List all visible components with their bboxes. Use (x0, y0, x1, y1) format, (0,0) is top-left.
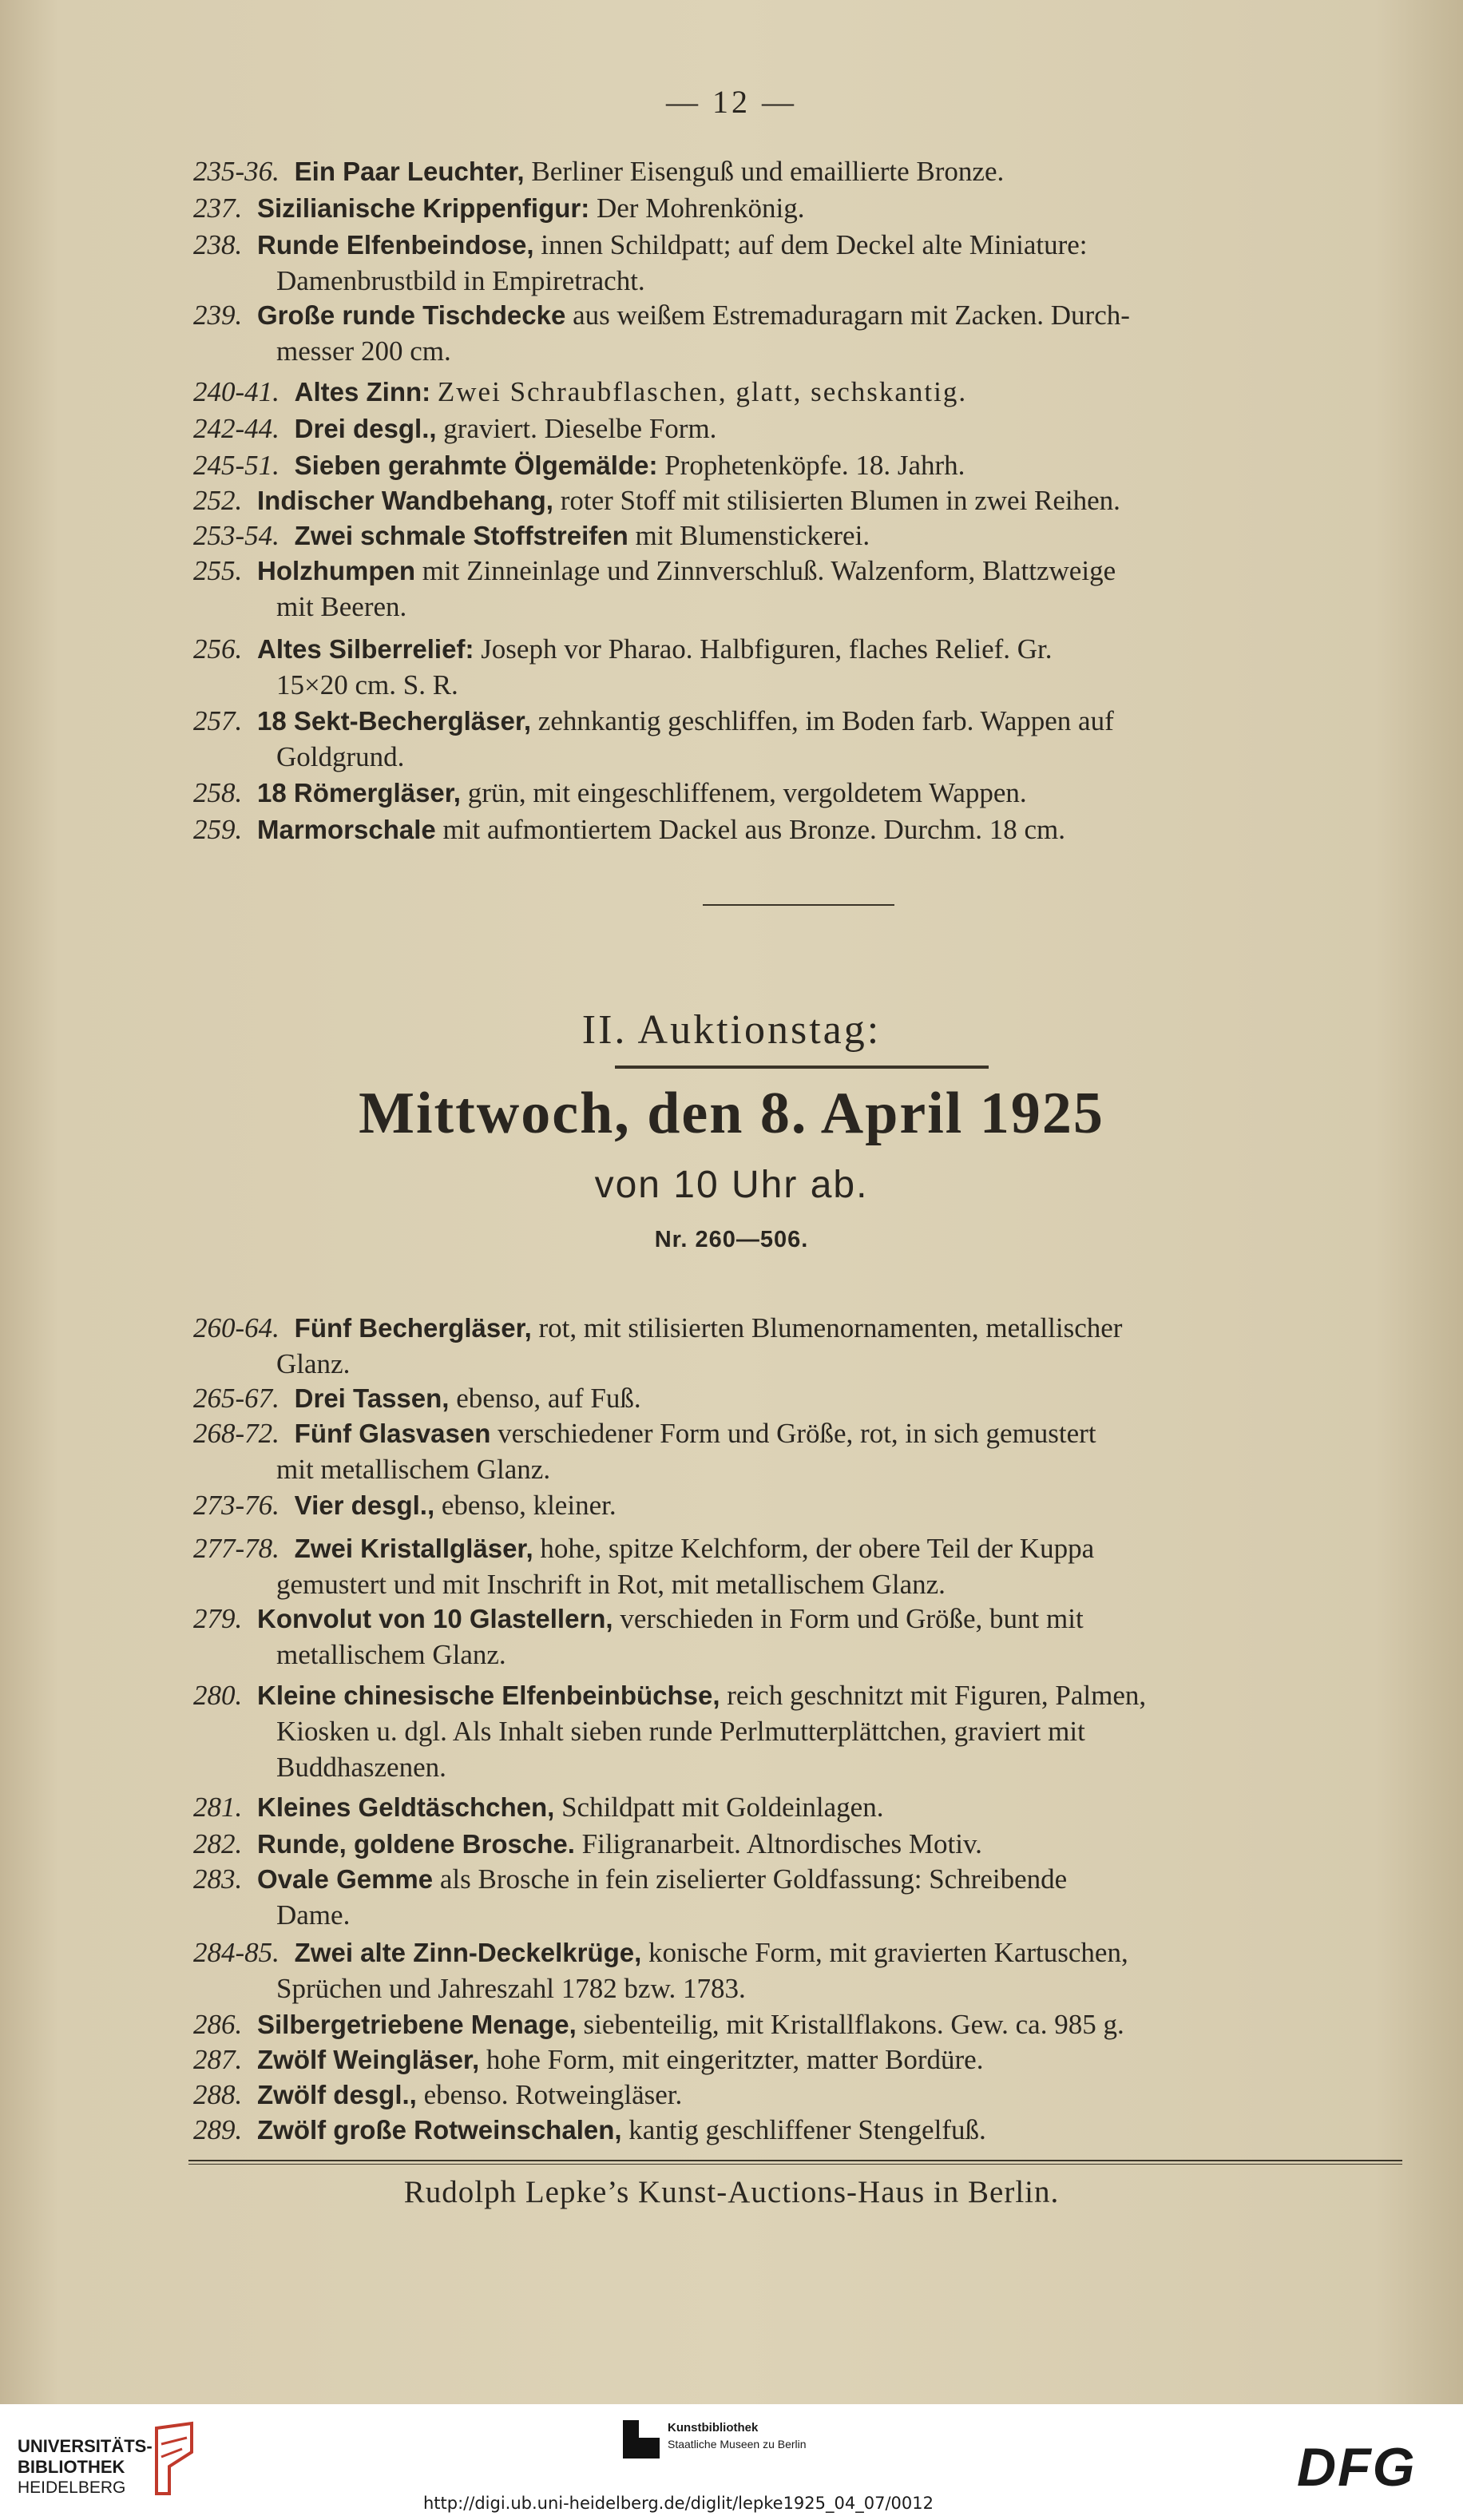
list-item (193, 812, 1409, 847)
logo-line: HEIDELBERG (18, 2478, 126, 2497)
list-item (193, 1310, 1409, 1382)
lot-description: kantig geschliffener Stengelfuß. (628, 2114, 986, 2145)
list-item (193, 631, 1409, 703)
lot-number: 282. (193, 1828, 243, 1859)
lot-number: 240-41. (193, 376, 280, 407)
lot-number: 287. (193, 2044, 243, 2075)
lot-description: mit Zinneinlage und Zinnverschluß. Walzenform, Blattzweige (422, 555, 1116, 586)
footer-rule (188, 2160, 1402, 2161)
publisher-footer: Rudolph Lepke’s Kunst-Auctions-Haus in Berlin. (403, 2175, 1060, 2209)
lot-number: 245-51. (193, 450, 280, 481)
lot-title: Sizilianische Krippenfigur: (257, 193, 590, 223)
list-item (193, 1530, 1409, 1602)
list-item (193, 411, 1409, 446)
lot-description-cont: mit metallischem Glanz. (276, 1454, 551, 1485)
list-item (193, 447, 1409, 483)
auction-date: Mittwoch, den 8. April 1925 (359, 1081, 1104, 1146)
lot-title: Zwei schmale Stoffstreifen (294, 521, 628, 550)
lot-description-cont: gemustert und mit Inschrift in Rot, mit metallischem Glanz. (276, 1569, 946, 1600)
dfg-logo[interactable]: DFG (1297, 2437, 1417, 2498)
lot-number: 257. (193, 705, 243, 736)
lot-description: Filigranarbeit. Altnordisches Motiv. (581, 1828, 982, 1859)
list-item (193, 190, 1409, 226)
lot-number: 255. (193, 555, 243, 586)
lot-description: roter Stoff mit stilisierten Blumen in zwei Reihen. (560, 485, 1120, 516)
lot-description: als Brosche in fein ziselierter Goldfassung: Schreibende (439, 1863, 1068, 1895)
list-item (193, 374, 1409, 410)
lot-number: 288. (193, 2079, 243, 2110)
heidelberg-library-logo[interactable] (18, 2436, 153, 2498)
lot-title: Marmorschale (257, 815, 436, 844)
auction-time: von 10 Uhr ab. (594, 1164, 869, 1206)
lot-description: mit aufmontiertem Dackel aus Bronze. Durchm. 18 cm. (442, 814, 1066, 845)
lot-title: Zwei Kristallgläser, (294, 1534, 533, 1563)
list-item (193, 482, 1409, 518)
lot-description-cont: Sprüchen und Jahreszahl 1782 bzw. 1783. (276, 1973, 746, 2004)
lot-number: 286. (193, 2009, 243, 2040)
lot-title: Ein Paar Leuchter, (294, 157, 525, 186)
page-number: — 12 — (666, 84, 797, 120)
source-url[interactable]: http://digi.ub.uni-heidelberg.de/diglit/lepke1925_04_07/0012 (423, 2494, 934, 2513)
list-item (193, 1601, 1409, 1673)
lot-description: grün, mit eingeschliffenem, vergoldetem Wappen. (467, 777, 1027, 808)
lot-description-cont: messer 200 cm. (276, 335, 451, 367)
lot-title: Kleines Geldtäschchen, (257, 1792, 555, 1822)
list-item (193, 1415, 1409, 1487)
lot-title: Altes Zinn: (294, 377, 431, 407)
lot-number: 265-67. (193, 1383, 280, 1414)
lot-title: Ovale Gemme (257, 1864, 434, 1894)
lot-title: Runde, goldene Brosche. (257, 1829, 575, 1859)
lot-description-cont: Goldgrund. (276, 741, 405, 772)
lot-number: 258. (193, 777, 243, 808)
lot-description: Der Mohrenkönig. (596, 192, 805, 224)
lot-title: Zwölf große Rotweinschalen, (257, 2115, 622, 2145)
list-item (193, 1677, 1409, 1785)
lot-number: 253-54. (193, 520, 280, 551)
lot-number: 242-44. (193, 413, 280, 444)
list-item (193, 227, 1409, 299)
lot-title: Zwölf Weingläser, (257, 2045, 480, 2074)
lot-number: 260-64. (193, 1312, 280, 1343)
list-item (193, 553, 1409, 625)
lot-description: verschieden in Form und Größe, bunt mit (620, 1603, 1084, 1634)
lot-range: Nr. 260—506. (654, 1227, 809, 1252)
lot-description-cont: metallischem Glanz. (276, 1639, 506, 1670)
list-item (193, 703, 1409, 775)
lot-title: Zwölf desgl., (257, 2080, 417, 2109)
lot-number: 268-72. (193, 1418, 280, 1449)
lot-number: 259. (193, 814, 243, 845)
lot-description: Schildpatt mit Goldeinlagen. (561, 1792, 884, 1823)
lot-number: 280. (193, 1680, 243, 1711)
list-item (193, 1861, 1409, 1933)
lot-description: Joseph vor Pharao. Halbfiguren, flaches Relief. Gr. (481, 633, 1053, 665)
footer-rule-thin (188, 2164, 1402, 2165)
lot-description: Berliner Eisenguß und emaillierte Bronze. (531, 156, 1005, 187)
lot-number: 238. (193, 229, 243, 260)
lot-description: innen Schildpatt; auf dem Deckel alte Miniature: (541, 229, 1088, 260)
lot-number: 237. (193, 192, 243, 224)
section-heading: II. Auktionstag: (581, 1007, 882, 1053)
lot-title: Konvolut von 10 Glastellern, (257, 1604, 613, 1633)
lot-description-cont: Kiosken u. dgl. Als Inhalt sieben runde Perlmutterplättchen, graviert mit (276, 1716, 1085, 1747)
lot-description: zehnkantig geschliffen, im Boden farb. Wappen auf (537, 705, 1114, 736)
kunstbibliothek-logo[interactable] (668, 2420, 807, 2452)
list-item (193, 2112, 1409, 2148)
lot-title: Zwei alte Zinn-Deckelkrüge, (294, 1938, 642, 1967)
list-item (193, 2042, 1409, 2078)
lot-number: 281. (193, 1792, 243, 1823)
lot-number: 283. (193, 1863, 243, 1895)
lot-description: siebenteilig, mit Kristallflakons. Gew. ca. 985 g. (583, 2009, 1124, 2040)
list-item (193, 1380, 1409, 1416)
lot-description: verschiedener Form und Größe, rot, in sich gemustert (498, 1418, 1096, 1449)
heading-underline (615, 1066, 989, 1069)
lot-title: 18 Römergläser, (257, 778, 461, 808)
logo-line: Staatliche Museen zu Berlin (668, 2438, 807, 2451)
list-item (193, 1826, 1409, 1862)
list-item (193, 1935, 1409, 2006)
lot-title: Große runde Tischdecke (257, 300, 566, 330)
lot-title: Kleine chinesische Elfenbeinbüchse, (257, 1681, 720, 1710)
lot-description: ebenso, kleiner. (441, 1490, 617, 1521)
list-item (193, 297, 1409, 369)
list-item (193, 2006, 1409, 2042)
kunstbibliothek-icon (621, 2419, 661, 2460)
list-item (193, 1789, 1409, 1825)
lot-number: 256. (193, 633, 243, 665)
lot-number: 235-36. (193, 156, 280, 187)
lot-description-cont: Damenbrustbild in Empiretracht. (276, 265, 645, 296)
lot-description: rot, mit stilisierten Blumenornamenten, metallischer (538, 1312, 1123, 1343)
lot-description: ebenso, auf Fuß. (456, 1383, 641, 1414)
lot-description-cont: mit Beeren. (276, 591, 407, 622)
lot-title: Sieben gerahmte Ölgemälde: (294, 450, 658, 480)
lot-title: Drei Tassen, (294, 1383, 450, 1413)
lot-description: Zwei Schraubflaschen, glatt, sechskantig. (437, 376, 968, 407)
list-item (193, 1487, 1409, 1523)
lot-description: Prophetenköpfe. 18. Jahrh. (664, 450, 965, 481)
lot-title: Silbergetriebene Menage, (257, 2010, 577, 2039)
lot-description: graviert. Dieselbe Form. (443, 413, 717, 444)
lot-description: konische Form, mit gravierten Kartuschen, (648, 1937, 1128, 1968)
lot-description: hohe, spitze Kelchform, der obere Teil der Kuppa (540, 1533, 1095, 1564)
lot-number: 279. (193, 1603, 243, 1634)
lot-title: Holzhumpen (257, 556, 415, 585)
lot-number: 277-78. (193, 1533, 280, 1564)
lot-title: Vier desgl., (294, 1490, 435, 1520)
library-emblem-icon (150, 2420, 201, 2497)
lot-title: Indischer Wandbehang, (257, 486, 553, 515)
lot-number: 289. (193, 2114, 243, 2145)
logo-line: UNIVERSITÄTS- (18, 2436, 153, 2456)
lot-description-cont: 15×20 cm. S. R. (276, 669, 458, 700)
lot-description-cont: Buddhaszenen. (276, 1752, 446, 1783)
lot-title: 18 Sekt-Bechergläser, (257, 706, 532, 736)
list-item (193, 2077, 1409, 2113)
lot-title: Fünf Glasvasen (294, 1419, 491, 1448)
lot-title: Altes Silberrelief: (257, 634, 474, 664)
lot-description: reich geschnitzt mit Figuren, Palmen, (727, 1680, 1147, 1711)
lot-number: 284-85. (193, 1937, 280, 1968)
divider (703, 904, 894, 906)
lot-title: Fünf Bechergläser, (294, 1313, 532, 1343)
lot-number: 273-76. (193, 1490, 280, 1521)
lot-description: hohe Form, mit eingeritzter, matter Bordüre. (486, 2044, 984, 2075)
lot-number: 252. (193, 485, 243, 516)
lot-title: Drei desgl., (294, 414, 437, 443)
logo-line: BIBLIOTHEK (18, 2457, 125, 2477)
lot-description: aus weißem Estremaduragarn mit Zacken. Durch- (573, 300, 1130, 331)
list-item (193, 153, 1409, 189)
list-item (193, 775, 1409, 811)
lot-number: 239. (193, 300, 243, 331)
logo-line: Kunstbibliothek (668, 2421, 759, 2435)
lot-description: ebenso. Rotweingläser. (423, 2079, 683, 2110)
list-item (193, 518, 1409, 554)
lot-description-cont: Dame. (276, 1899, 351, 1931)
lot-title: Runde Elfenbeindose, (257, 230, 534, 260)
lot-description: mit Blumenstickerei. (635, 520, 870, 551)
lot-description-cont: Glanz. (276, 1348, 351, 1379)
